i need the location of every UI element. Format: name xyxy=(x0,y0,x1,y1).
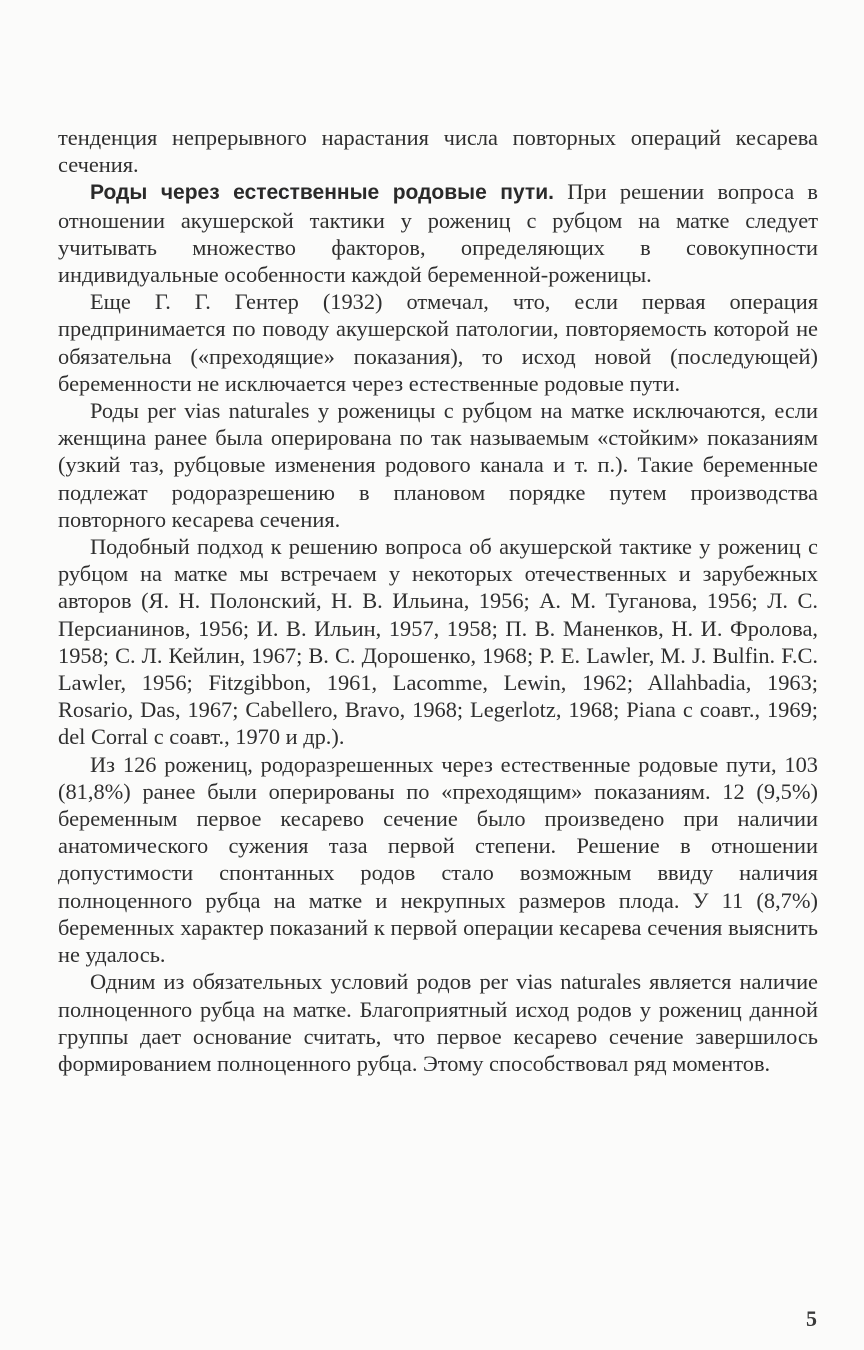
paragraph-7 xyxy=(58,968,818,1077)
paragraph-4 xyxy=(58,397,818,533)
paragraph-text: Еще Г. Г. Гентер (1932) отмечал, что, если первая операция предпринимается по поводу акушерской патологии, повторяемость которой не обязательна («преходящие» показания), то исход новой (последующей) беременности не исключается через естественные родовые пути. xyxy=(58,289,818,396)
paragraph-text: Роды per vias naturales у роженицы с рубцом на матке исключаются, если женщина ранее была оперирована по так называемым «стойким» показаниям (узкий таз, рубцовые изменения родового канала и т. п.). Такие беременные подлежат родоразрешению в плановом порядке путем производства повторного кесарева сечения. xyxy=(58,398,818,532)
paragraph-text: тенденция непрерывного нарастания числа повторных операций кесарева сечения. xyxy=(58,125,818,178)
paragraph-1 xyxy=(58,124,818,178)
paragraph-text: Одним из обязательных условий родов per vias naturales является наличие полноценного рубца на матке. Благоприятный исход родов у рожениц данной группы дает основание считать, что первое кесарево сечение завершилось формированием полноценного рубца. Этому способствовал ряд моментов. xyxy=(58,969,818,1076)
paragraph-2 xyxy=(58,178,818,288)
paragraph-3 xyxy=(58,288,818,397)
paragraph-text: При решении вопроса в отношении акушерской тактики у рожениц с рубцом на матке следует учитывать множество факторов, определяющих в совокупности индивидуальные особенности каждой беременной-роженицы. xyxy=(58,179,819,288)
paragraph-text: Из 126 рожениц, родоразрешенных через естественные родовые пути, 103 (81,8%) ранее были оперированы по «преходящим» показаниям. 12 (9,5%) беременным первое кесарево сечение было произведено при наличии анатомического сужения таза первой степени. Решение в отношении допустимости спонтанных родов стало возможным ввиду наличия полноценного рубца на матке и некрупных размеров плода. У 11 (8,7%) беременных характер показаний к первой операции кесарева сечения выяснить не удалось. xyxy=(58,751,818,968)
paragraph-text: Подобный подход к решению вопроса об акушерской тактике у рожениц с рубцом на матке мы встречаем у некоторых отечественных и зарубежных авторов (Я. Н. Полонский, Н. В. Ильина, 1956; А. М. Туганова, 1956; Л. С. Персианинов, 1956; И. В. Ильин, 1957, 1958; П. В. Маненков, Н. И. Фролова, 1958; С. Л. Кейлин, 1967; В. С. Дорошенко, 1968; P. E. Lawler, M. J. Bulfin. F.C. Lawler, 1956; Fitzgibbon, 1961, Lacomme, Lewin, 1962; Allahbadia, 1963; Rosario, Das, 1967; Cabellero, Bravo, 1968; Legerlotz, 1968; Piana с соавт., 1969; del Corral с соавт., 1970 и др.). xyxy=(58,534,818,750)
body-text xyxy=(58,124,818,1077)
paragraph-5 xyxy=(58,533,818,751)
paragraph-6 xyxy=(58,751,818,969)
page-number: 5 xyxy=(806,1306,817,1331)
section-run-in-heading: Роды через естественные родовые пути. xyxy=(90,181,554,205)
